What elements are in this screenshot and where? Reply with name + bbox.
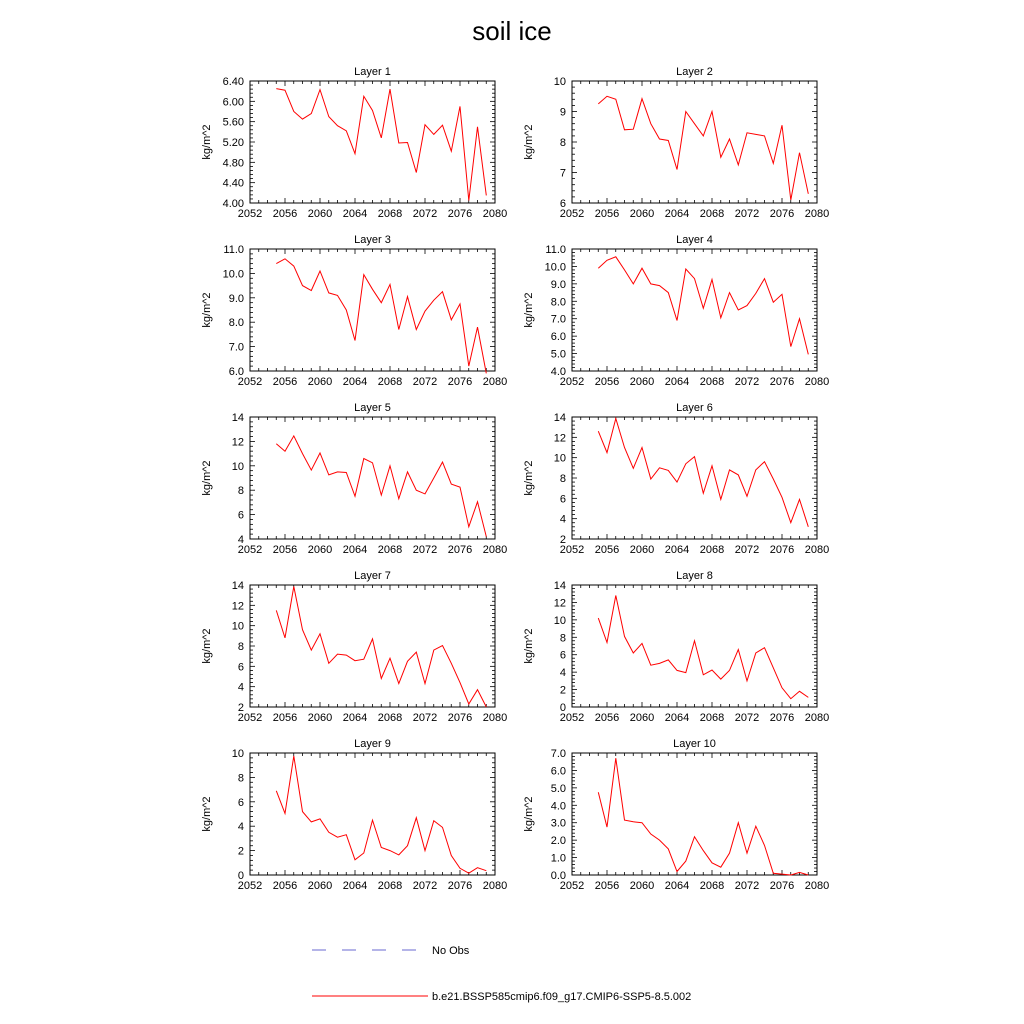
x-tick-label: 2080: [804, 376, 830, 388]
y-axis-label: kg/m^2: [523, 292, 535, 328]
plot-frame: [250, 249, 495, 371]
y-tick-label: 10: [231, 748, 244, 760]
x-tick-label: 2056: [594, 376, 620, 388]
panel-title: Layer 4: [676, 234, 713, 246]
x-tick-label: 2080: [804, 544, 830, 556]
x-tick-label: 2076: [447, 544, 473, 556]
y-tick-label: 6.0: [228, 366, 244, 378]
series-line-model: [276, 89, 486, 201]
y-tick-label: 7.0: [550, 313, 566, 326]
chart-panel: [523, 234, 829, 388]
y-axis-label: kg/m^2: [523, 124, 535, 160]
x-tick-label: 2072: [412, 208, 438, 220]
x-tick-label: 2072: [734, 880, 760, 892]
y-tick-label: 4.80: [222, 157, 244, 170]
y-axis-label: kg/m^2: [201, 460, 213, 496]
x-tick-label: 2064: [664, 208, 690, 220]
x-tick-label: 2056: [594, 712, 620, 724]
x-tick-label: 2064: [342, 208, 368, 220]
y-tick-label: 5.0: [550, 348, 566, 361]
y-tick-label: 8.0: [228, 317, 244, 330]
chart-panel: [523, 66, 829, 220]
x-tick-label: 2068: [699, 208, 725, 220]
plot-frame: [572, 81, 817, 203]
x-tick-label: 2052: [559, 712, 585, 724]
y-axis-label: kg/m^2: [201, 796, 213, 832]
y-tick-label: 10: [553, 452, 566, 465]
panel-title: Layer 9: [354, 738, 391, 750]
x-tick-label: 2080: [482, 376, 508, 388]
x-tick-label: 2080: [482, 880, 508, 892]
series-line-model: [598, 596, 808, 699]
x-tick-label: 2068: [377, 208, 403, 220]
x-tick-label: 2056: [272, 376, 298, 388]
chart-panel: [523, 570, 829, 724]
y-axis-label: kg/m^2: [201, 628, 213, 664]
x-tick-label: 2060: [307, 712, 333, 724]
x-tick-label: 2076: [769, 544, 795, 556]
y-tick-label: 7.0: [550, 748, 566, 760]
panel-title: Layer 8: [676, 570, 713, 582]
x-tick-label: 2060: [629, 544, 655, 556]
x-tick-label: 2068: [699, 880, 725, 892]
chart-panel: [201, 234, 507, 388]
x-tick-label: 2056: [594, 880, 620, 892]
x-tick-label: 2060: [307, 208, 333, 220]
y-tick-label: 9: [559, 106, 566, 119]
y-tick-label: 8: [559, 632, 566, 645]
y-tick-label: 10.0: [544, 261, 566, 274]
plot-frame: [250, 81, 495, 203]
y-tick-label: 6: [237, 509, 244, 522]
y-tick-label: 6.40: [222, 76, 244, 88]
legend-obs-label: No Obs: [432, 945, 470, 957]
y-tick-label: 1.0: [550, 852, 566, 865]
y-tick-label: 4: [559, 667, 566, 680]
series-line-model: [598, 758, 808, 875]
y-tick-label: 14: [553, 580, 566, 592]
x-tick-label: 2072: [412, 880, 438, 892]
x-tick-label: 2068: [699, 712, 725, 724]
x-tick-label: 2076: [769, 208, 795, 220]
y-tick-label: 0: [559, 702, 566, 714]
x-tick-label: 2068: [377, 376, 403, 388]
chart-panel: [201, 66, 507, 220]
panel-title: Layer 5: [354, 402, 391, 414]
x-tick-label: 2076: [447, 376, 473, 388]
x-tick-label: 2052: [237, 544, 263, 556]
y-tick-label: 4.40: [222, 177, 244, 190]
x-tick-label: 2052: [237, 712, 263, 724]
x-tick-label: 2064: [664, 880, 690, 892]
y-tick-label: 2: [559, 534, 566, 546]
series-line-model: [598, 419, 808, 527]
y-tick-label: 9.0: [550, 278, 566, 291]
x-tick-label: 2056: [272, 712, 298, 724]
x-tick-label: 2060: [629, 712, 655, 724]
y-tick-label: 4: [237, 534, 244, 546]
y-tick-label: 6: [559, 649, 566, 662]
y-tick-label: 3.0: [550, 817, 566, 830]
plot-frame: [250, 417, 495, 539]
y-tick-label: 8: [237, 641, 244, 653]
chart-panel: [201, 570, 507, 724]
x-tick-label: 2072: [734, 712, 760, 724]
chart-panel: [523, 738, 829, 892]
panel-title: Layer 10: [673, 738, 716, 750]
x-tick-label: 2060: [629, 208, 655, 220]
x-tick-label: 2052: [559, 544, 585, 556]
y-tick-label: 2: [237, 845, 244, 858]
y-tick-label: 4.0: [550, 366, 566, 378]
series-line-model: [276, 587, 486, 708]
y-tick-label: 2.0: [550, 835, 566, 848]
panel-title: Layer 6: [676, 402, 713, 414]
y-tick-label: 6.0: [550, 765, 566, 778]
y-tick-label: 2: [237, 702, 244, 714]
y-tick-label: 12: [553, 432, 566, 445]
y-tick-label: 10: [231, 460, 244, 473]
figure-title: soil ice: [472, 16, 552, 46]
y-tick-label: 14: [231, 580, 244, 592]
x-tick-label: 2060: [629, 880, 655, 892]
series-line-model: [598, 96, 808, 200]
y-tick-label: 8: [559, 473, 566, 485]
legend-model-label: b.e21.BSSP585cmip6.f09_g17.CMIP6-SSP5-8.5.002: [432, 991, 692, 1003]
x-tick-label: 2064: [342, 544, 368, 556]
y-tick-label: 5.60: [222, 116, 244, 129]
y-tick-label: 4: [559, 513, 566, 526]
y-tick-label: 7: [559, 167, 566, 180]
plot-frame: [572, 417, 817, 539]
y-tick-label: 2: [559, 684, 566, 697]
y-axis-label: kg/m^2: [523, 460, 535, 496]
x-tick-label: 2076: [447, 712, 473, 724]
plot-frame: [250, 585, 495, 707]
x-tick-label: 2076: [769, 712, 795, 724]
y-axis-label: kg/m^2: [523, 796, 535, 832]
series-line-model: [276, 756, 486, 873]
x-tick-label: 2052: [237, 880, 263, 892]
y-tick-label: 4.0: [550, 800, 566, 813]
x-tick-label: 2068: [377, 712, 403, 724]
x-tick-label: 2080: [804, 208, 830, 220]
y-tick-label: 12: [553, 597, 566, 610]
y-tick-label: 14: [231, 412, 244, 424]
x-tick-label: 2052: [237, 208, 263, 220]
y-tick-label: 8: [237, 772, 244, 785]
x-tick-label: 2080: [482, 544, 508, 556]
series-line-model: [598, 257, 808, 355]
x-tick-label: 2060: [307, 376, 333, 388]
x-tick-label: 2080: [804, 880, 830, 892]
y-tick-label: 11.0: [545, 244, 566, 256]
series-line-model: [276, 436, 486, 537]
legend: [312, 945, 691, 1003]
x-tick-label: 2052: [237, 376, 263, 388]
y-tick-label: 7.0: [228, 341, 244, 354]
x-tick-label: 2080: [804, 712, 830, 724]
y-tick-label: 0: [237, 870, 244, 882]
x-tick-label: 2064: [664, 544, 690, 556]
x-tick-label: 2068: [377, 544, 403, 556]
x-tick-label: 2056: [594, 208, 620, 220]
y-tick-label: 4: [237, 681, 244, 694]
y-tick-label: 6.0: [550, 331, 566, 344]
y-tick-label: 14: [553, 412, 566, 424]
x-tick-label: 2064: [664, 712, 690, 724]
y-tick-label: 6: [237, 661, 244, 674]
y-tick-label: 12: [231, 600, 244, 613]
y-tick-label: 9.0: [228, 292, 244, 305]
y-tick-label: 4: [237, 821, 244, 834]
chart-panel: [201, 402, 507, 556]
y-tick-label: 11.0: [223, 244, 244, 256]
x-tick-label: 2052: [559, 880, 585, 892]
x-tick-label: 2072: [412, 544, 438, 556]
panel-title: Layer 7: [354, 570, 391, 582]
y-tick-label: 6: [559, 493, 566, 506]
x-tick-label: 2072: [412, 712, 438, 724]
chart-panel: [523, 402, 829, 556]
y-tick-label: 6.00: [222, 96, 244, 109]
y-tick-label: 10.0: [222, 268, 244, 281]
x-tick-label: 2080: [482, 712, 508, 724]
x-tick-label: 2072: [734, 544, 760, 556]
x-tick-label: 2060: [629, 376, 655, 388]
y-tick-label: 6: [559, 198, 566, 210]
x-tick-label: 2064: [342, 880, 368, 892]
y-tick-label: 8: [237, 485, 244, 498]
y-axis-label: kg/m^2: [201, 292, 213, 328]
x-tick-label: 2080: [482, 208, 508, 220]
x-tick-label: 2056: [272, 880, 298, 892]
panel-title: Layer 1: [354, 66, 391, 78]
y-tick-label: 5.0: [550, 782, 566, 795]
y-tick-label: 10: [553, 76, 566, 88]
x-tick-label: 2076: [447, 208, 473, 220]
y-axis-label: kg/m^2: [523, 628, 535, 664]
x-tick-label: 2056: [272, 544, 298, 556]
x-tick-label: 2056: [272, 208, 298, 220]
x-tick-label: 2076: [447, 880, 473, 892]
y-tick-label: 8.0: [550, 296, 566, 309]
panel-title: Layer 2: [676, 66, 713, 78]
x-tick-label: 2060: [307, 544, 333, 556]
y-tick-label: 4.00: [222, 198, 244, 210]
plot-frame: [250, 753, 495, 875]
plot-frame: [572, 249, 817, 371]
y-tick-label: 0.0: [550, 870, 566, 882]
x-tick-label: 2052: [559, 208, 585, 220]
x-tick-label: 2068: [699, 544, 725, 556]
y-tick-label: 12: [231, 436, 244, 449]
x-tick-label: 2056: [594, 544, 620, 556]
chart-panel: [201, 738, 507, 892]
x-tick-label: 2072: [412, 376, 438, 388]
x-tick-label: 2064: [664, 376, 690, 388]
x-tick-label: 2072: [734, 376, 760, 388]
y-axis-label: kg/m^2: [201, 124, 213, 160]
plot-frame: [572, 585, 817, 707]
y-tick-label: 6: [237, 796, 244, 809]
y-tick-label: 5.20: [222, 137, 244, 149]
x-tick-label: 2064: [342, 712, 368, 724]
y-tick-label: 8: [559, 137, 566, 149]
x-tick-label: 2060: [307, 880, 333, 892]
x-tick-label: 2076: [769, 880, 795, 892]
x-tick-label: 2076: [769, 376, 795, 388]
x-tick-label: 2052: [559, 376, 585, 388]
y-tick-label: 10: [231, 620, 244, 633]
panel-title: Layer 3: [354, 234, 391, 246]
x-tick-label: 2064: [342, 376, 368, 388]
y-tick-label: 10: [553, 614, 566, 627]
x-tick-label: 2068: [699, 376, 725, 388]
x-tick-label: 2072: [734, 208, 760, 220]
series-line-model: [276, 259, 486, 374]
x-tick-label: 2068: [377, 880, 403, 892]
